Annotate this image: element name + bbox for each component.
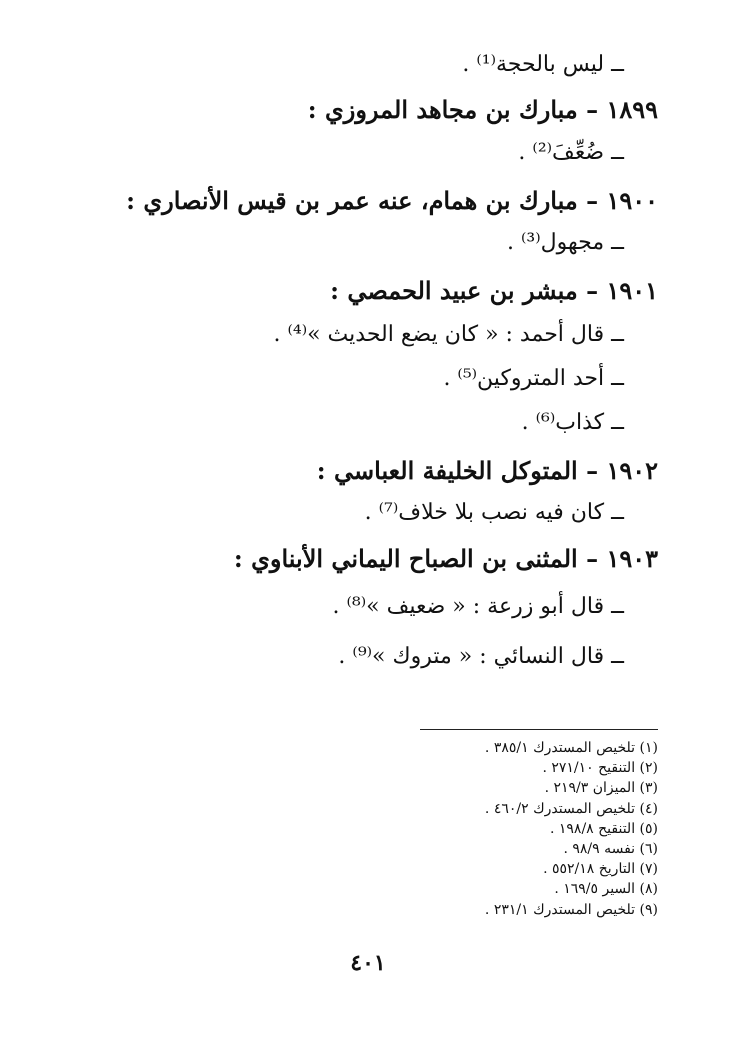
entry-heading-1901: ١٩٠١ – مبشر بن عبيد الحمصي :	[330, 276, 658, 305]
entry-heading-1902: ١٩٠٢ – المتوكل الخليفة العباسي :	[316, 456, 658, 485]
footnote-9: (٩) تلخيص المستدرك ٢٣١/١ .	[484, 901, 658, 918]
footnote-2: (٢) التنقيح ٢٧١/١٠ .	[542, 760, 658, 777]
entry-line-1901-note-3: ــ كذاب⁽⁶⁾ .	[521, 410, 624, 435]
entry-line-1901-note-1: ــ قال أحمد : « كان يضع الحديث »⁽⁴⁾ .	[273, 322, 624, 347]
footnote-divider	[420, 729, 658, 730]
entry-line-1900-note: ــ مجهول⁽³⁾ .	[507, 230, 624, 255]
footnote-3: (٣) الميزان ٢١٩/٣ .	[544, 780, 658, 797]
entry-heading-1903: ١٩٠٣ – المثنى بن الصباح اليماني الأبناوي :	[233, 544, 658, 573]
entry-line-1898-note: ــ ليس بالحجة⁽¹⁾ .	[462, 52, 624, 77]
footnote-7: (٧) التاريخ ٥٥٢/١٨ .	[543, 861, 658, 878]
footnote-5: (٥) التنقيح ١٩٨/٨ .	[549, 820, 658, 837]
entry-line-1903-note-2: ــ قال النسائي : « متروك »⁽⁹⁾ .	[338, 644, 624, 669]
footnote-4: (٤) تلخيص المستدرك ٤٦٠/٢ .	[484, 800, 658, 817]
footnote-1: (١) تلخيص المستدرك ٣٨٥/١ .	[484, 740, 658, 756]
footnote-6: (٦) نفسه ٩٨/٩ .	[563, 841, 658, 858]
entry-line-1903-note-1: ــ قال أبو زرعة : « ضعيف »⁽⁸⁾ .	[332, 594, 624, 619]
entry-heading-1900: ١٩٠٠ – مبارك بن همام، عنه عمر بن قيس الأنصاري :	[126, 186, 658, 215]
page-number: ٤٠١	[350, 950, 386, 976]
footnote-8: (٨) السير ١٦٩/٥ .	[554, 881, 658, 898]
entry-line-1899-note: ــ ضُعِّفَ⁽²⁾ .	[518, 140, 624, 165]
entry-heading-1899: ١٨٩٩ – مبارك بن مجاهد المروزي :	[307, 95, 658, 124]
entry-line-1902-note: ــ كان فيه نصب بلا خلاف⁽⁷⁾ .	[364, 500, 624, 525]
entry-line-1901-note-2: ــ أحد المتروكين⁽⁵⁾ .	[443, 366, 624, 391]
footnotes-list	[485, 738, 658, 920]
